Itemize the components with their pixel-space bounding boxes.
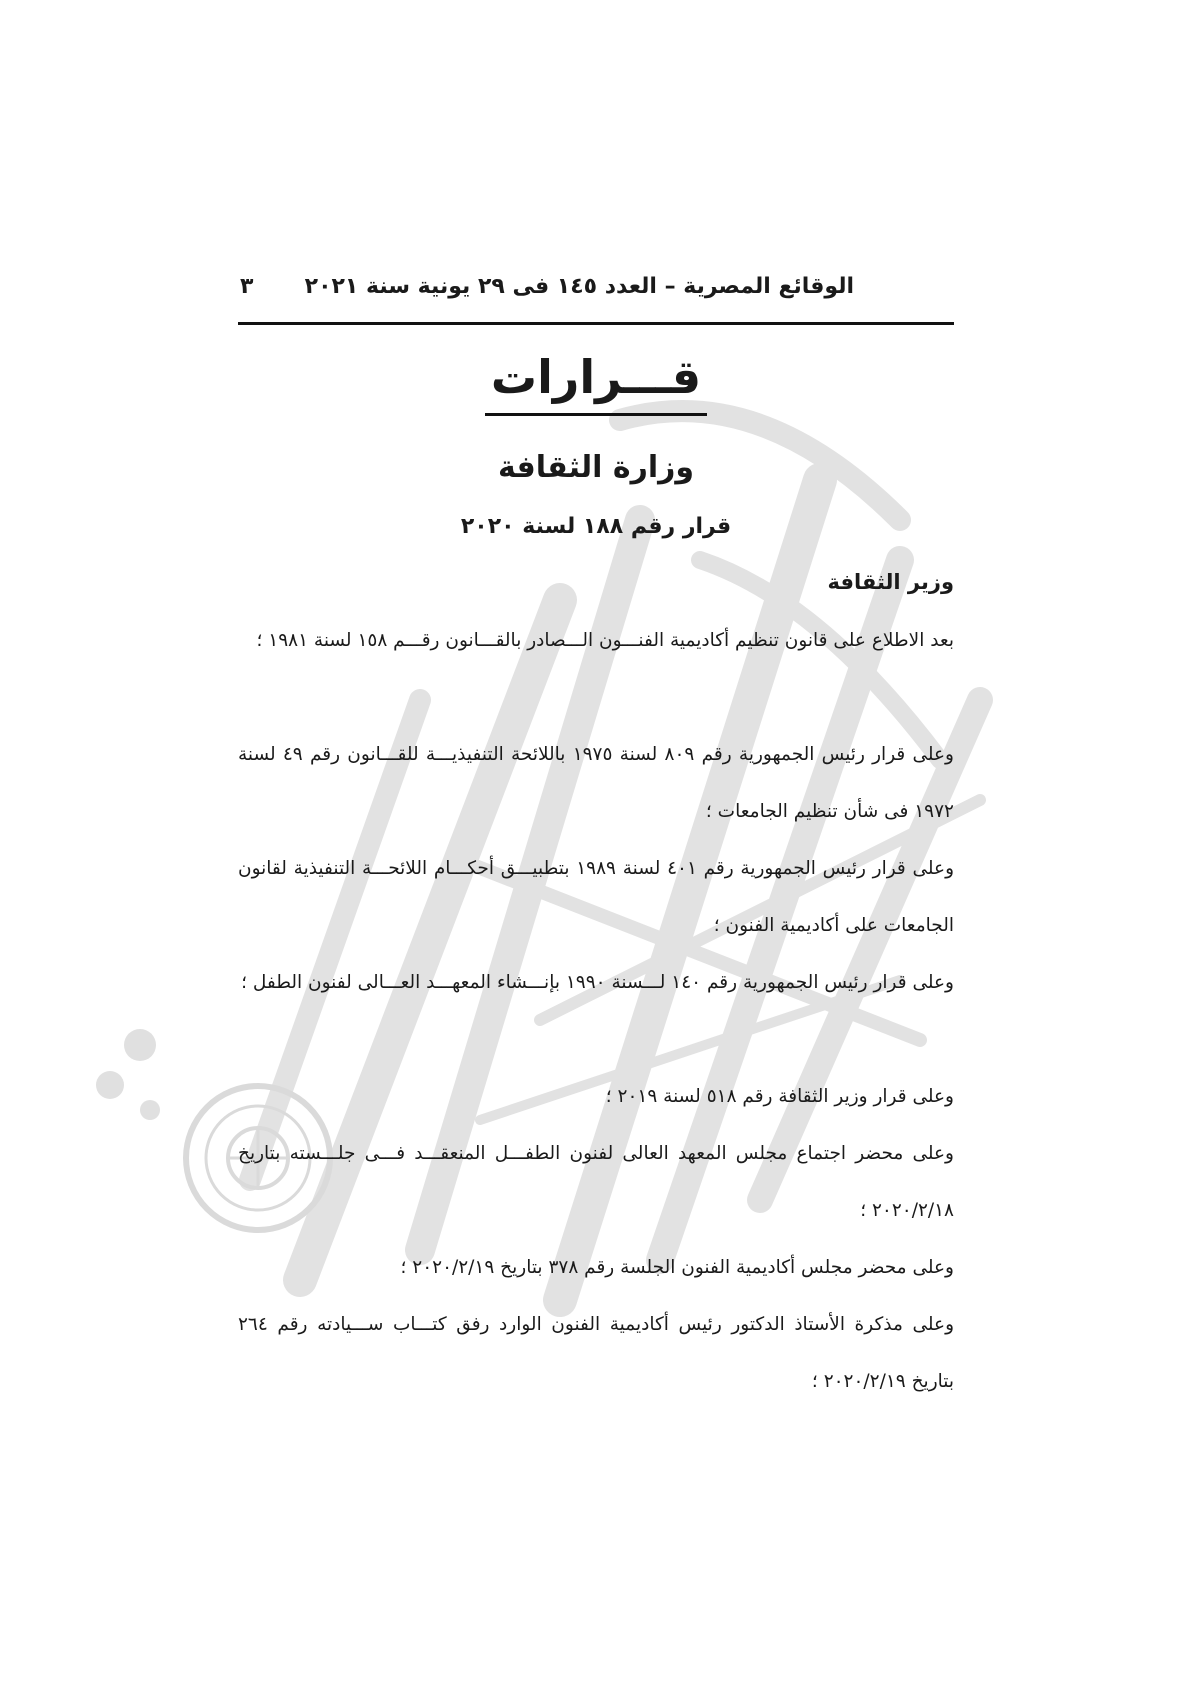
section-title-text: قـــرارات bbox=[485, 352, 707, 416]
ministry-heading: وزارة الثقافة bbox=[497, 450, 695, 485]
page-number: ٣ bbox=[240, 274, 254, 299]
paragraph-6: وعلى محضر اجتماع مجلس المعهد العالى لفنون الطفـــل المنعقـــد فـــى جلـــسته بتاريخ ٢٠٢٠/٢/١٨ ؛ bbox=[238, 1143, 954, 1221]
paragraph-5: وعلى قرار وزير الثقافة رقم ٥١٨ لسنة ٢٠١٩ ؛ bbox=[605, 1086, 954, 1107]
paragraph-8: وعلى مذكرة الأستاذ الدكتور رئيس أكاديمية الفنون الوارد رفق كتـــاب ســـيادته رقم ٢٦٤ بتاريخ ٢٠٢٠/٢/١٩ ؛ bbox=[238, 1314, 954, 1392]
decree-title: قرار رقم ١٨٨ لسنة ٢٠٢٠ bbox=[460, 514, 732, 539]
paragraph-3: وعلى قرار رئيس الجمهورية رقم ٤٠١ لسنة ١٩٨٩ بتطبيـــق أحكـــام اللائحـــة التنفيذية لقانون الجامعات على أكاديمية الفنون ؛ bbox=[238, 858, 955, 936]
gazette-title: الوقائع المصرية – العدد ١٤٥ فى ٢٩ يونية سنة ٢٠٢١ bbox=[304, 274, 854, 299]
paragraph-2: وعلى قرار رئيس الجمهورية رقم ٨٠٩ لسنة ١٩٧٥ باللائحة التنفيذيـــة للقـــانون رقم ٤٩ لسنة ١٩٧٢ فى شأن تنظيم الجامعات ؛ bbox=[238, 744, 954, 822]
paragraph-7: وعلى محضر مجلس أكاديمية الفنون الجلسة رقم ٣٧٨ بتاريخ ٢٠٢٠/٢/١٩ ؛ bbox=[400, 1257, 954, 1278]
paragraph-4: وعلى قرار رئيس الجمهورية رقم ١٤٠ لـــسنة ١٩٩٠ بإنـــشاء المعهـــد العـــالى لفنون الطفل ؛ bbox=[241, 972, 954, 993]
minister-label: وزير الثقافة bbox=[827, 570, 954, 594]
page-header bbox=[238, 274, 954, 314]
paragraph-1: بعد الاطلاع على قانون تنظيم أكاديمية الفنـــون الـــصادر بالقـــانون رقـــم ١٥٨ لسنة ١٩٨١ ؛ bbox=[256, 630, 954, 651]
header-divider bbox=[238, 322, 954, 325]
gazette-page bbox=[238, 0, 954, 1683]
section-title bbox=[238, 352, 954, 416]
